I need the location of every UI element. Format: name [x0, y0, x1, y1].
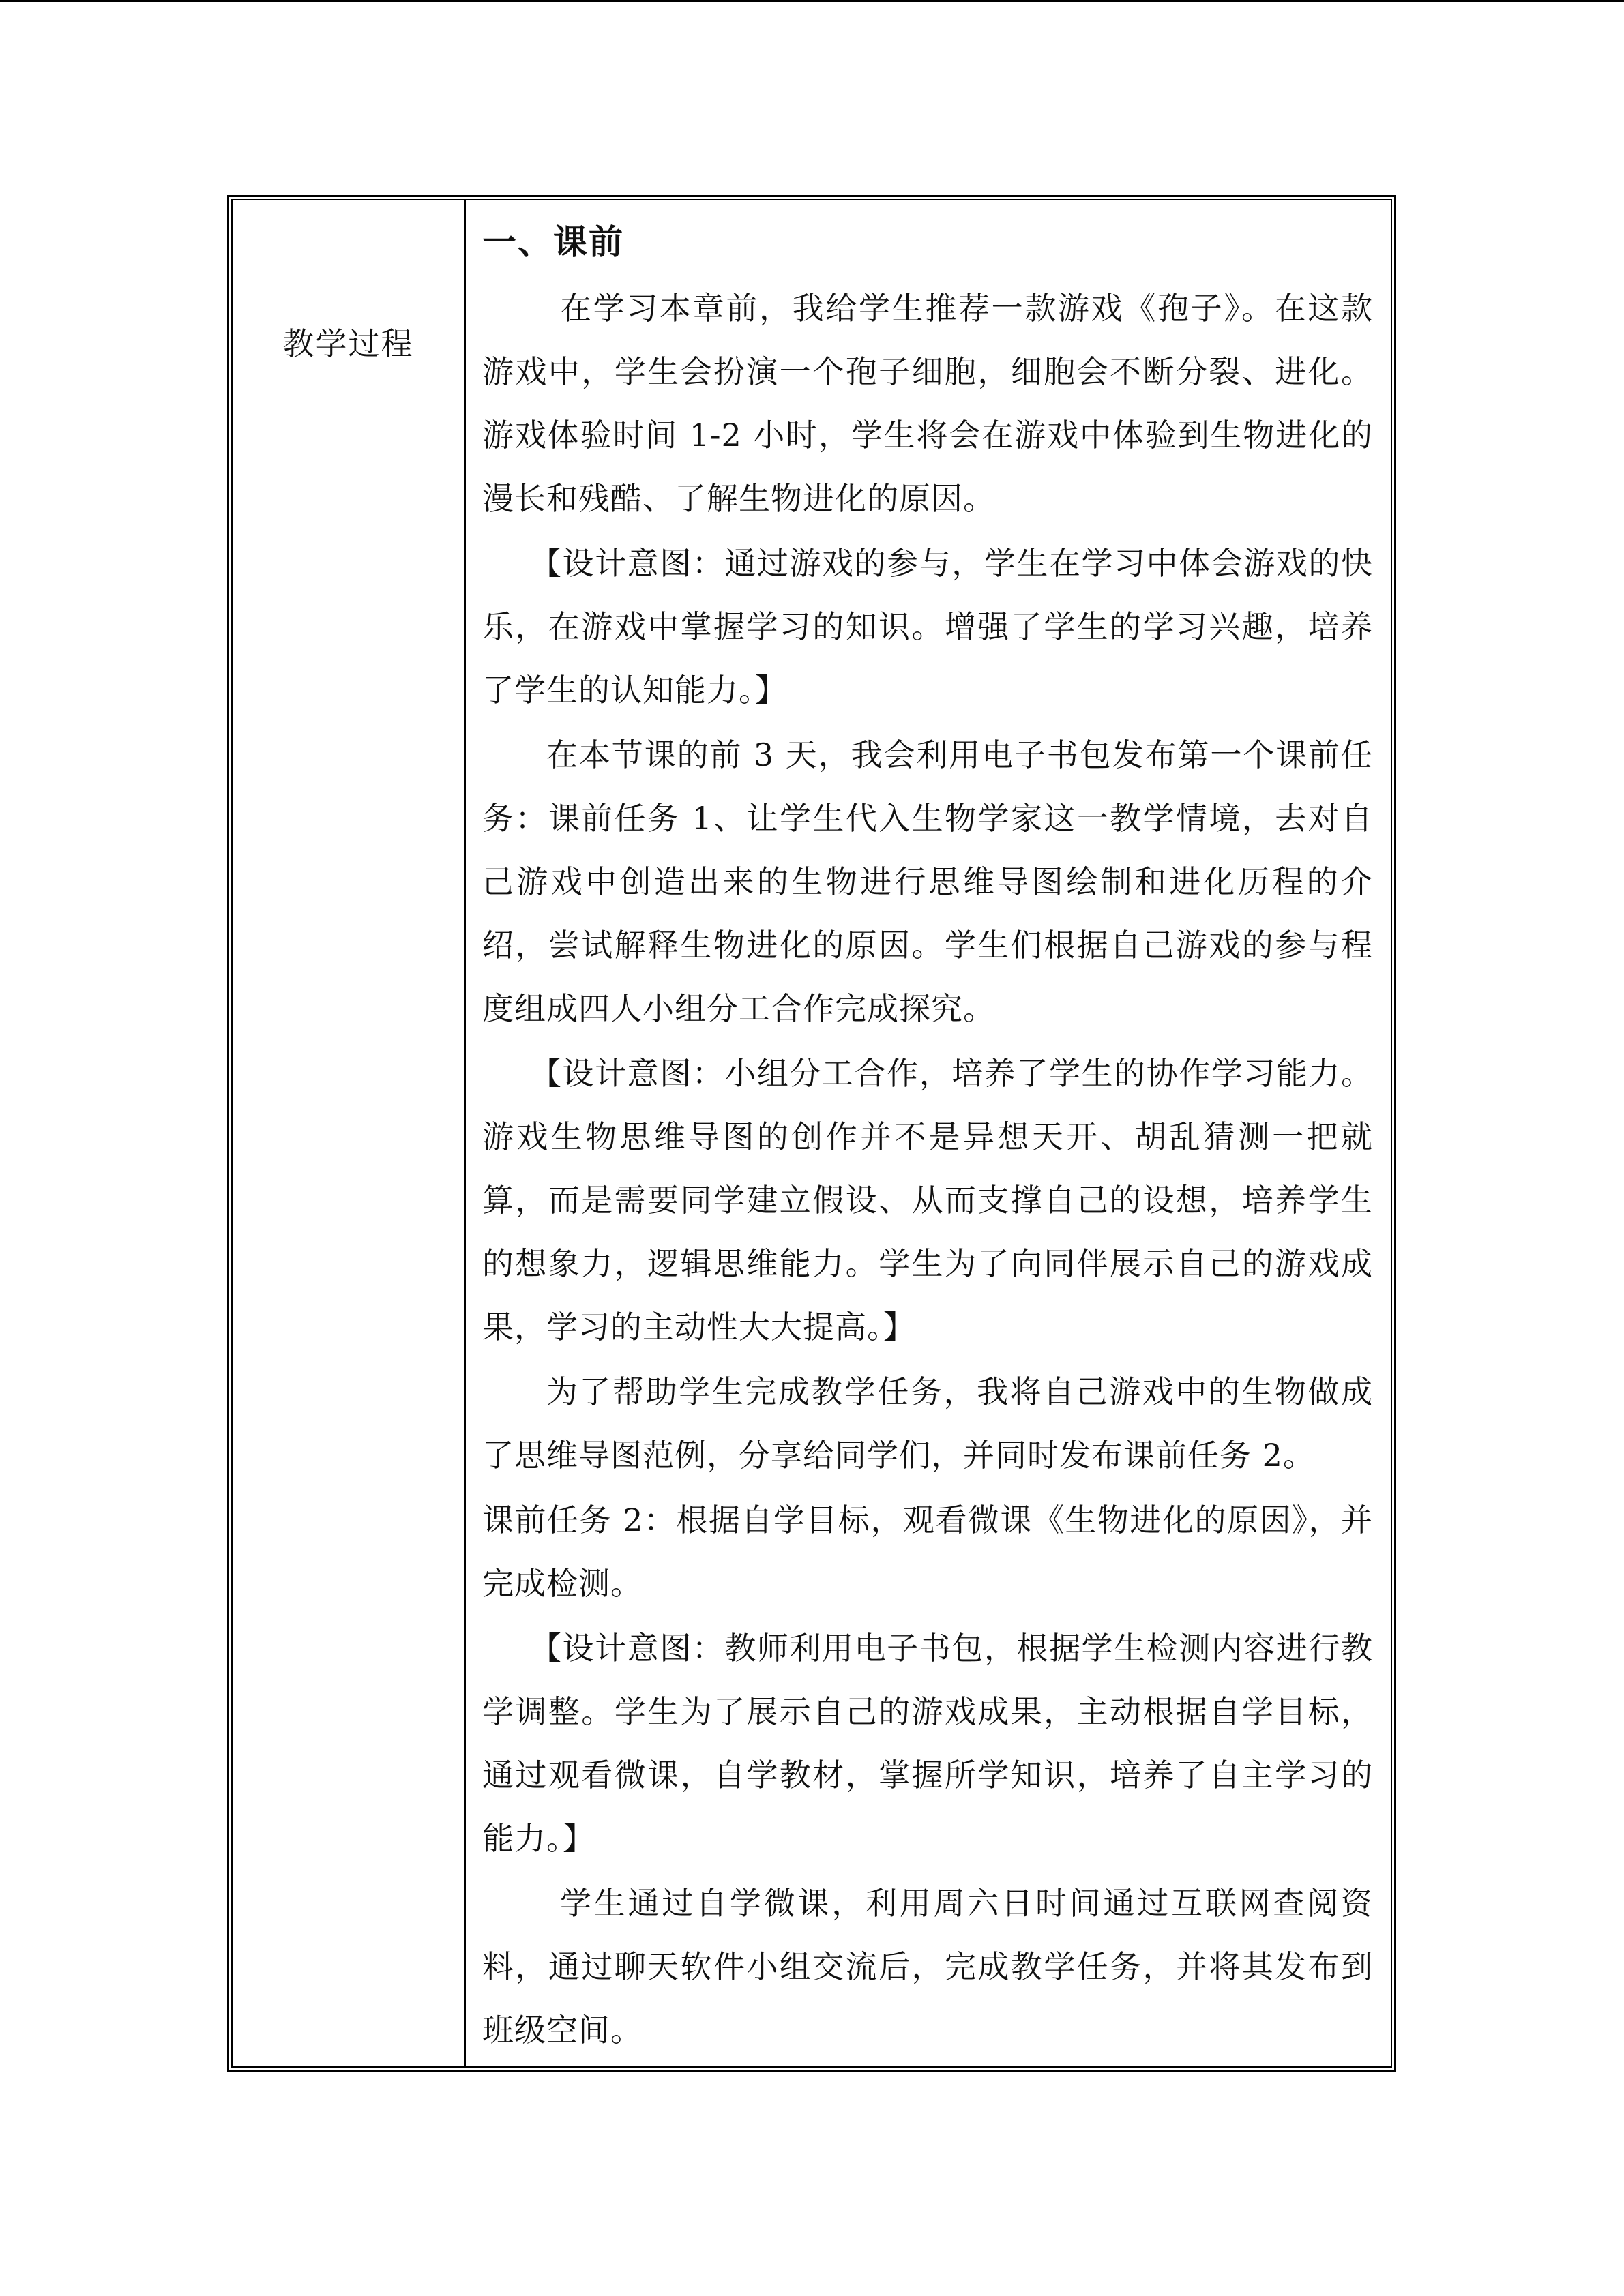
table-inner-frame [231, 199, 1392, 2068]
row-label-cell [233, 200, 466, 2066]
page-top-rule [0, 0, 1624, 2]
paragraph-pre-class-task-2: 课前任务 2：根据自学目标，观看微课《生物进化的原因》，并完成检测。 [482, 1502, 1373, 1602]
paragraph-design-intent-2: 【设计意图：小组分工合作，培养了学生的协作学习能力。游戏生物思维导图的创作并不是异想天开、胡乱猜测一把就算，而是需要同学建立假设、从而支撑自己的设想，培养学生的想象力，逻辑思维能力。学生为了向同伴展示自己的游戏成果，学习的主动性大大提高。】 [482, 1055, 1373, 1345]
row-content-cell [466, 200, 1391, 2066]
paragraph-game-recommendation: 在学习本章前，我给学生推荐一款游戏《孢子》。在这款游戏中，学生会扮演一个孢子细胞，细胞会不断分裂、进化。游戏体验时间 1-2 小时，学生将会在游戏中体验到生物进化的漫长和残酷、了解生物进化的原因。 [482, 290, 1373, 517]
paragraph-mind-map-example: 为了帮助学生完成教学任务，我将自己游戏中的生物做成了思维导图范例，分享给同学们，并同时发布课前任务 2。 [482, 1373, 1373, 1474]
paragraph-design-intent-3: 【设计意图：教师利用电子书包，根据学生检测内容进行教学调整。学生为了展示自己的游戏成果，主动根据自学目标，通过观看微课，自学教材，掌握所学知识，培养了自主学习的能力。】 [482, 1630, 1373, 1857]
teaching-plan-table [227, 195, 1396, 2072]
paragraph-design-intent-1: 【设计意图：通过游戏的参与，学生在学习中体会游戏的快乐，在游戏中掌握学习的知识。增强了学生的学习兴趣，培养了学生的认知能力。】 [482, 545, 1373, 709]
paragraph-pre-class-task-1: 在本节课的前 3 天，我会利用电子书包发布第一个课前任务：课前任务 1、让学生代入生物学家这一教学情境，去对自己游戏中创造出来的生物进行思维导图绘制和进化历程的介绍，尝试解释生物进化的原因。学生们根据自己游戏的参与程度组成四人小组分工合作完成探究。 [482, 736, 1373, 1027]
section-heading-before-class: 一、课前 [482, 222, 624, 262]
row-label-teaching-process: 教学过程 [282, 325, 414, 362]
paragraph-self-study: 学生通过自学微课，利用周六日时间通过互联网查阅资料，通过聊天软件小组交流后，完成教学任务，并将其发布到班级空间。 [482, 1885, 1373, 2048]
